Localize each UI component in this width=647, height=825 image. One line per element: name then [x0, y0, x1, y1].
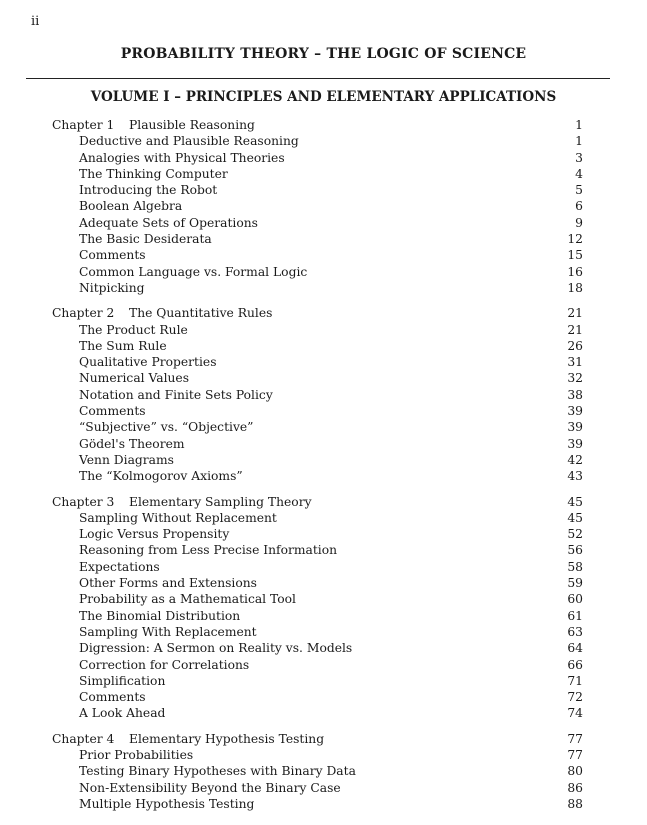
section-page: 52 [567, 527, 583, 542]
chapter-number: Chapter 4 [52, 731, 115, 746]
chapter-heading[interactable] [52, 731, 583, 747]
section-entry[interactable] [52, 747, 583, 763]
section-title: Comments [79, 404, 146, 419]
chapter-page: 1 [575, 118, 583, 132]
section-entry[interactable] [52, 452, 583, 468]
section-title: A Look Ahead [79, 706, 166, 721]
section-entry[interactable] [52, 387, 583, 403]
section-title: Multiple Hypothesis Testing [79, 796, 255, 811]
section-page: 66 [567, 657, 583, 672]
section-title: Venn Diagrams [79, 452, 174, 467]
chapter-block [52, 494, 583, 722]
section-title: Deductive and Plausible Reasoning [79, 134, 299, 149]
section-page: 56 [567, 543, 583, 558]
section-page: 61 [567, 608, 583, 623]
section-page: 39 [567, 420, 583, 435]
section-page: 43 [567, 469, 583, 484]
chapter-block [52, 731, 583, 812]
section-title: Non-Extensibility Beyond the Binary Case [79, 780, 341, 795]
section-entry[interactable] [52, 575, 583, 591]
section-title: Sampling Without Replacement [79, 510, 277, 525]
section-entry[interactable] [52, 182, 583, 198]
section-page: 45 [567, 510, 583, 525]
section-page: 1 [575, 134, 583, 149]
volume-title: VOLUME I – PRINCIPLES AND ELEMENTARY APPLICATIONS [90, 89, 557, 105]
chapter-number: Chapter 2 [52, 306, 115, 321]
chapter-heading[interactable] [52, 305, 583, 321]
section-entry[interactable] [52, 231, 583, 247]
section-entry[interactable] [52, 673, 583, 689]
chapter-page: 45 [567, 494, 583, 509]
section-page: 3 [575, 150, 583, 165]
chapter-block [52, 117, 583, 296]
section-page: 86 [567, 780, 583, 795]
section-title: “Subjective” vs. “Objective” [79, 420, 254, 435]
section-page: 16 [567, 264, 583, 279]
section-page: 31 [567, 355, 583, 370]
section-entry[interactable] [52, 657, 583, 673]
section-entry[interactable] [52, 796, 583, 812]
section-page: 71 [567, 673, 583, 688]
section-page: 32 [567, 371, 583, 386]
section-entry[interactable] [52, 264, 583, 280]
section-page: 15 [567, 248, 583, 263]
section-entry[interactable] [52, 763, 583, 779]
section-title: Nitpicking [79, 280, 145, 295]
section-entry[interactable] [52, 608, 583, 624]
book-title: PROBABILITY THEORY – THE LOGIC OF SCIENCE [120, 46, 527, 62]
section-title: Common Language vs. Formal Logic [79, 264, 308, 279]
chapter-page: 21 [567, 306, 583, 321]
section-page: 42 [567, 452, 583, 467]
chapter-page: 77 [567, 731, 583, 746]
section-title: The Binomial Distribution [79, 608, 241, 623]
section-page: 64 [567, 641, 583, 656]
section-title: Testing Binary Hypotheses with Binary Data [79, 764, 356, 779]
chapter-block [52, 305, 583, 484]
chapter-title: Elementary Sampling Theory [129, 494, 312, 509]
section-entry[interactable] [52, 510, 583, 526]
section-entry[interactable] [52, 526, 583, 542]
section-page: 18 [567, 280, 583, 295]
section-entry[interactable] [52, 468, 583, 484]
section-entry[interactable] [52, 780, 583, 796]
section-page: 74 [567, 706, 583, 721]
section-entry[interactable] [52, 689, 583, 705]
section-entry[interactable] [52, 215, 583, 231]
section-entry[interactable] [52, 354, 583, 370]
section-title: Correction for Correlations [79, 657, 250, 672]
section-title: Analogies with Physical Theories [79, 150, 285, 165]
section-page: 12 [567, 232, 583, 247]
section-title: Boolean Algebra [79, 199, 183, 214]
section-title: Notation and Finite Sets Policy [79, 387, 273, 402]
section-title: Simplification [79, 673, 166, 688]
section-page: 4 [575, 166, 583, 181]
section-title: The Product Rule [79, 322, 188, 337]
section-page: 72 [567, 690, 583, 705]
section-title: Digression: A Sermon on Reality vs. Models [79, 641, 353, 656]
chapter-title: The Quantitative Rules [129, 306, 273, 321]
section-page: 59 [567, 576, 583, 591]
section-title: Adequate Sets of Operations [79, 215, 258, 230]
section-entry[interactable] [52, 150, 583, 166]
section-entry[interactable] [52, 705, 583, 721]
section-entry[interactable] [52, 624, 583, 640]
title-rule [26, 78, 610, 79]
section-entry[interactable] [52, 419, 583, 435]
section-entry[interactable] [52, 166, 583, 182]
section-title: Gödel's Theorem [79, 436, 185, 451]
section-title: Prior Probabilities [79, 747, 194, 762]
section-page: 58 [567, 559, 583, 574]
page-number: ii [31, 14, 40, 29]
chapter-number: Chapter 3 [52, 494, 115, 509]
section-entry[interactable] [52, 322, 583, 338]
section-entry[interactable] [52, 198, 583, 214]
section-page: 6 [575, 199, 583, 214]
section-entry[interactable] [52, 436, 583, 452]
table-of-contents [52, 117, 583, 821]
section-page: 38 [567, 387, 583, 402]
section-entry[interactable] [52, 559, 583, 575]
section-title: Qualitative Properties [79, 355, 217, 370]
section-title: Other Forms and Extensions [79, 576, 257, 591]
section-page: 63 [567, 624, 583, 639]
section-entry[interactable] [52, 542, 583, 558]
section-page: 39 [567, 404, 583, 419]
chapter-title: Elementary Hypothesis Testing [129, 731, 325, 746]
section-title: Numerical Values [79, 371, 190, 386]
chapter-number: Chapter 1 [52, 118, 115, 132]
section-entry[interactable] [52, 403, 583, 419]
section-page: 26 [567, 338, 583, 353]
section-page: 80 [567, 764, 583, 779]
section-page: 88 [567, 796, 583, 811]
section-title: Probability as a Mathematical Tool [79, 592, 296, 607]
section-entry[interactable] [52, 370, 583, 386]
section-entry[interactable] [52, 640, 583, 656]
section-title: The Thinking Computer [79, 166, 228, 181]
section-title: The Sum Rule [79, 338, 167, 353]
section-entry[interactable] [52, 280, 583, 296]
section-page: 39 [567, 436, 583, 451]
section-title: The “Kolmogorov Axioms” [79, 469, 243, 484]
section-title: Reasoning from Less Precise Information [79, 543, 338, 558]
chapter-heading[interactable] [52, 117, 583, 133]
section-title: Introducing the Robot [79, 183, 218, 198]
section-page: 9 [575, 215, 583, 230]
section-title: Expectations [79, 559, 160, 574]
chapter-heading[interactable] [52, 494, 583, 510]
chapter-title: Plausible Reasoning [129, 118, 255, 132]
section-page: 21 [567, 322, 583, 337]
section-page: 5 [575, 183, 583, 198]
section-title: Logic Versus Propensity [79, 527, 230, 542]
section-title: The Basic Desiderata [79, 232, 212, 247]
section-title: Sampling With Replacement [79, 624, 257, 639]
section-title: Comments [79, 690, 146, 705]
section-page: 77 [567, 747, 583, 762]
section-entry[interactable] [52, 133, 583, 149]
section-entry[interactable] [52, 247, 583, 263]
section-entry[interactable] [52, 338, 583, 354]
section-entry[interactable] [52, 591, 583, 607]
section-title: Comments [79, 248, 146, 263]
section-page: 60 [567, 592, 583, 607]
